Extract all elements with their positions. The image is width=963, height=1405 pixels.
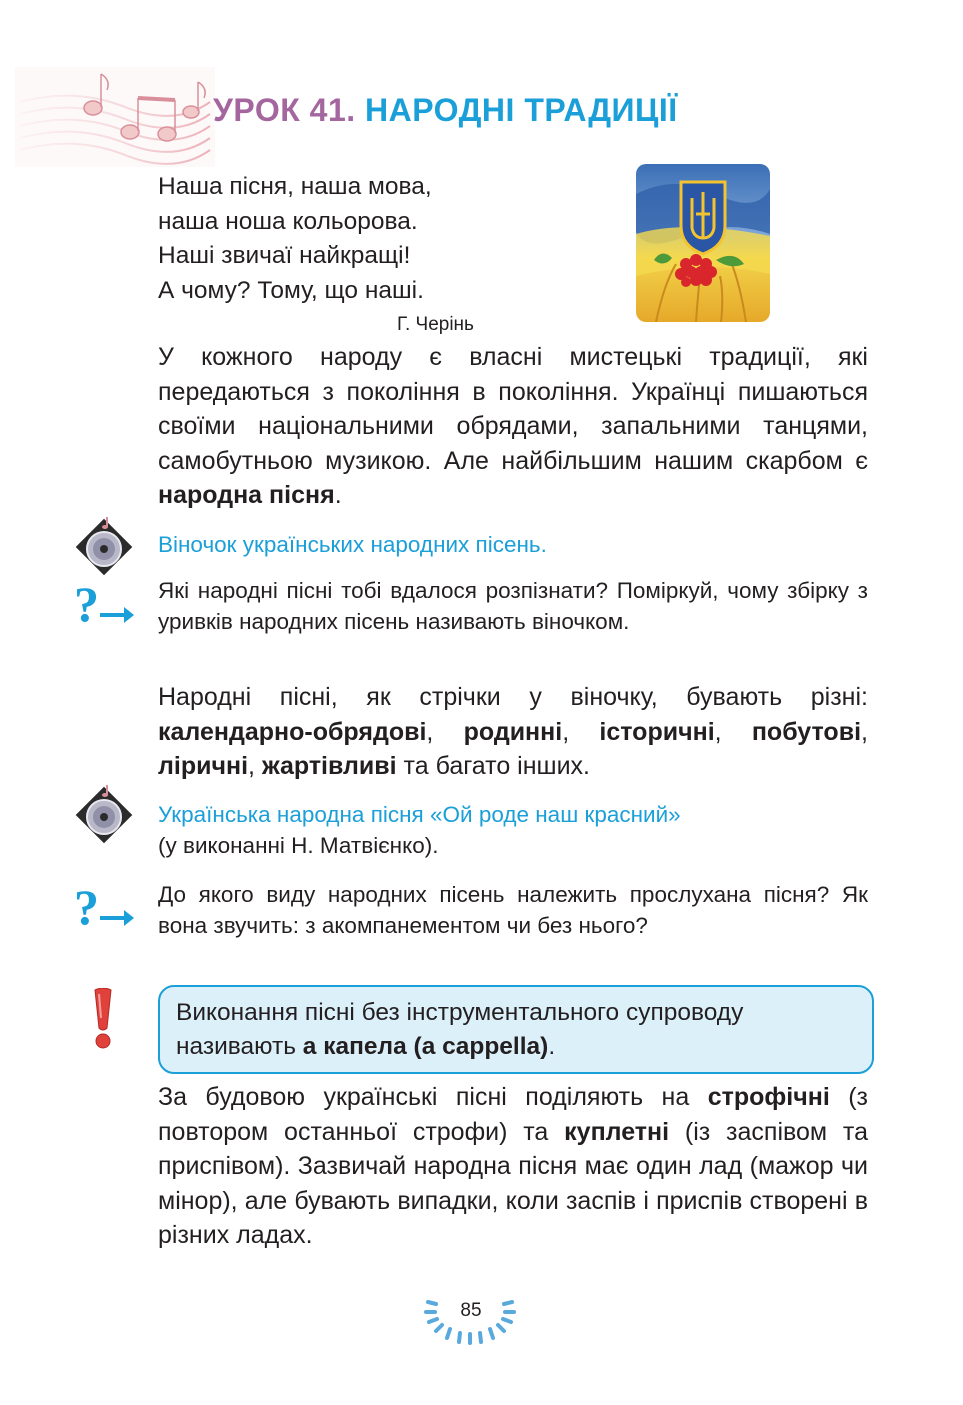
music-disc-icon (72, 515, 136, 579)
listening-task-2 (158, 800, 868, 861)
ukraine-emblem-icon (636, 164, 770, 322)
poem-author: Г. Черінь (397, 314, 474, 335)
lesson-title (213, 92, 678, 129)
song-type: ліричні (158, 752, 249, 780)
song-types-paragraph (158, 680, 868, 784)
poem-line: наша ноша кольорова. (158, 207, 418, 235)
page-number: 85 (460, 1300, 482, 1321)
exclamation-icon (90, 988, 116, 1050)
separator: , (248, 752, 262, 780)
song-type: побутові (751, 717, 862, 746)
structure-text: (із заспівом та приспівом). Зазвичай народна пісня має один лад (мажор чи мінор), але бувають випадки, коли заспів і приспів створені в різних ладах. (158, 1117, 868, 1249)
song-title: Українська народна пісня «Ой роде наш красний» (158, 802, 681, 827)
separator: , (714, 717, 752, 746)
lesson-number: УРОК 41. (213, 92, 356, 128)
definition-text: Виконання пісні без інструментального супроводу називають (176, 999, 744, 1060)
question-2: До якого виду народних пісень належить прослухана пісня? Як вона звучить: з акомпанементом чи без нього? (158, 882, 868, 938)
structure-text: За будовою українські пісні поділяють на (158, 1083, 708, 1111)
separator: , (426, 717, 464, 746)
poem-line: Наша пісня, наша мова, (158, 173, 432, 200)
song-type: історичні (599, 717, 715, 746)
definition-end: . (548, 1033, 556, 1060)
definition-term: а капела (a cappella) (302, 1033, 549, 1060)
music-disc-icon (72, 783, 136, 847)
listening-task-1: Віночок українських народних пісень. (158, 532, 547, 557)
svg-text:?: ? (74, 576, 99, 632)
structure-term: куплетні (564, 1117, 670, 1146)
svg-text:?: ? (74, 879, 99, 935)
structure-term: строфічні (707, 1083, 830, 1111)
song-type: календарно-обрядові (158, 717, 427, 746)
lesson-topic: НАРОДНІ ТРАДИЦІЇ (365, 92, 678, 128)
music-notes-icon (15, 62, 215, 172)
song-type: родинні (463, 717, 563, 746)
poem-line: А чому? Тому, що наші. (158, 276, 424, 304)
structure-text: (з повтором останньої строфи) та (158, 1083, 869, 1146)
question-arrow-icon (70, 878, 136, 936)
poem-line: Наші звичаї найкращі! (158, 242, 411, 269)
intro-text: У кожного народу є власні мистецькі традиції, які передаються з покоління в покоління. Українці пишаються своїми національними обрядами, запальними танцями, самобутньою музикою. Але найбільшим нашим скарбом є (158, 343, 868, 475)
intro-end: . (334, 481, 342, 509)
performer-note: (у виконанні Н. Матвієнко). (158, 832, 439, 858)
definition-callout (158, 985, 874, 1074)
song-structure-paragraph (158, 1080, 868, 1253)
key-term: народна пісня (158, 481, 335, 509)
song-type: жартівливі (261, 752, 397, 780)
separator: , (562, 717, 600, 746)
intro-paragraph (158, 340, 868, 513)
question-1: Які народні пісні тобі вдалося розпізнати? Поміркуй, чому збірку з уривків народних пісень називають віночком. (158, 578, 868, 634)
separator: , (861, 717, 868, 746)
question-arrow-icon (70, 575, 136, 633)
types-tail: та багато інших. (396, 752, 590, 780)
poem (158, 170, 432, 308)
types-lead: Народні пісні, як стрічки у віночку, бувають різні: (158, 683, 868, 711)
